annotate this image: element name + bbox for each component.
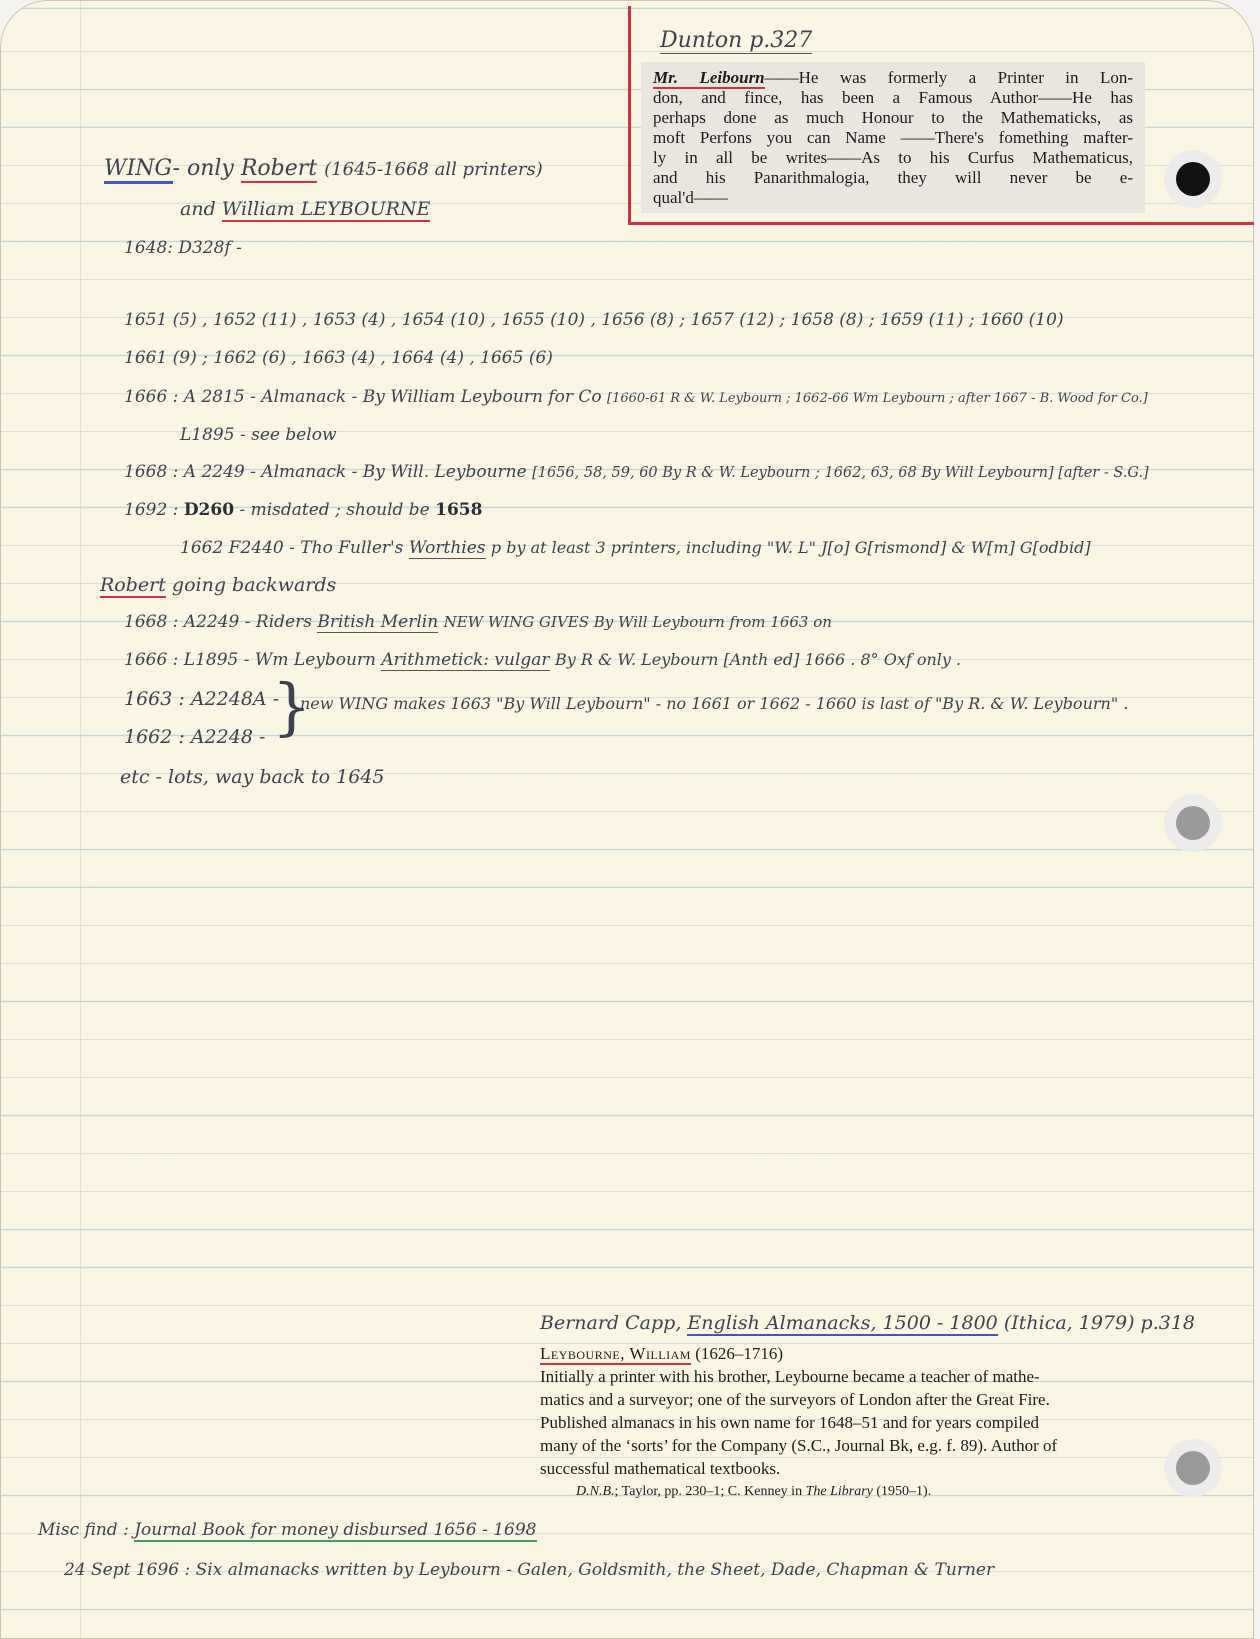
wing-line-1648: 1648: D328f - <box>124 238 242 258</box>
robert-new-wing: NEW WING GIVES By Will Leybourn from 1663 on <box>443 613 832 631</box>
capp-line: Initially a printer with his brother, Leybourne became a teacher of mathe- <box>540 1367 1040 1386</box>
robert-1668-text: 1668 : A2249 - Riders <box>124 612 312 632</box>
capp-line: Published almanacs in his own name for 1648–51 and for years compiled <box>540 1413 1040 1432</box>
wing-d260: D260 <box>183 500 235 520</box>
clipping-line: perhaps done as much Honour to the Mathematicks, as <box>653 108 1133 127</box>
wing-1692-year: 1692 : <box>124 500 179 520</box>
robert-line-1663: 1663 : A2248A - <box>124 688 280 710</box>
clipping-line: and his Panarithmalogia, they will never be e- <box>653 168 1133 187</box>
clipping-line-text: ——He was formerly a Printer in Lon- <box>764 68 1133 87</box>
robert-1666-text: 1666 : L1895 - Wm Leybourn <box>124 650 376 670</box>
clipping-line <box>653 68 1133 88</box>
margin-line <box>80 0 81 1639</box>
robert-arithmetick: Arithmetick: vulgar <box>381 650 550 670</box>
misc-1696-line: 24 Sept 1696 : Six almanacks written by Leybourn - Galen, Goldsmith, the Sheet, Dade, Chapman & Turner <box>64 1560 995 1580</box>
clipping-line: qual'd—— <box>653 188 728 207</box>
wing-line-1692 <box>124 500 482 520</box>
capp-ref-year: (1950–1). <box>876 1484 932 1499</box>
capp-name: Leybourne, William <box>540 1344 691 1363</box>
robert-line-1668 <box>124 612 832 632</box>
misc-label: Misc find : <box>38 1520 129 1540</box>
wing-line-1 <box>104 156 543 181</box>
capp-author: Bernard Capp, <box>540 1312 682 1334</box>
capp-reference <box>540 1480 1140 1503</box>
robert-name: Robert <box>240 156 318 181</box>
capp-publication: (Ithica, 1979) p.318 <box>1003 1312 1196 1334</box>
capp-title: English Almanacks, 1500 - 1800 <box>687 1312 998 1334</box>
robert-british-merlin: British Merlin <box>317 612 439 632</box>
capp-ref-library: The Library <box>805 1484 873 1499</box>
wing-misdated: - misdated ; should be <box>239 500 430 520</box>
robert-line-1666 <box>124 650 961 670</box>
robert-1666-note: By R & W. Leybourn [Anth ed] 1666 . 8° Oxf only . <box>554 650 962 669</box>
wing-dates: (1645-1668 all printers) <box>324 159 543 180</box>
wing-only: - only <box>172 156 234 181</box>
capp-line: many of the ‘sorts’ for the Company (S.C., Journal Bk, e.g. f. 89). Author of <box>540 1436 1058 1455</box>
capp-line: successful mathematical textbooks. <box>540 1459 781 1478</box>
robert-brace: } <box>272 670 312 743</box>
wing-counts-1651: 1651 (5) , 1652 (11) , 1653 (4) , 1654 (10) , 1655 (10) , 1656 (8) ; 1657 (12) ; 1658 (8) ; 1659 (11) ; 1660 (10) <box>124 310 1064 330</box>
dunton-heading-text: Dunton p.327 <box>660 28 813 53</box>
wing-counts-1661: 1661 (9) ; 1662 (6) , 1663 (4) , 1664 (4) , 1665 (6) <box>124 348 553 368</box>
punch-hole-top <box>1176 162 1210 196</box>
clipping-line: ly in all be writes——As to his Curfus Mathematicus, <box>653 148 1133 167</box>
wing-fuller: 1662 F2440 - Tho Fuller's <box>180 538 404 558</box>
wing-worthies: Worthies <box>408 538 486 558</box>
punch-hole-middle <box>1176 806 1210 840</box>
misc-journal-book: Journal Book for money disbursed 1656 - 1698 <box>134 1520 537 1540</box>
clipping-line: moft Perfons you can Name ——There's fomething mafter- <box>653 128 1133 147</box>
capp-entry <box>540 1342 1140 1503</box>
wing-line-1662 <box>180 538 1091 558</box>
dunton-clipping <box>641 62 1145 213</box>
robert-line-etc: etc - lots, way back to 1645 <box>120 766 385 788</box>
clipping-name: Mr. Leibourn <box>653 68 765 87</box>
wing-1666-text: 1666 : A 2815 - Almanack - By William Leybourn for Co <box>124 387 602 407</box>
wing-1668-text: 1668 : A 2249 - Almanack - By Will. Leybourne <box>124 462 527 482</box>
wing-1658: 1658 <box>435 500 483 520</box>
robert-heading-name: Robert <box>100 574 166 596</box>
red-frame-vertical <box>628 6 631 224</box>
capp-dates: (1626–1716) <box>695 1344 784 1363</box>
capp-line: matics and a surveyor; one of the surveyors of London after the Great Fire. <box>540 1390 1050 1409</box>
capp-name-line <box>540 1342 1140 1365</box>
robert-heading <box>100 574 336 596</box>
robert-new-wing-note: new WING makes 1663 "By Will Leybourn" - no 1661 or 1662 - 1660 is last of "By R. & W. Leybourn" . <box>300 694 1129 713</box>
punch-hole-bottom <box>1176 1451 1210 1485</box>
wing-1666-bracket: [1660-61 R & W. Leybourn ; 1662-66 Wm Leybourn ; after 1667 - B. Wood for Co.] <box>607 391 1148 406</box>
capp-ref-taylor: ; Taylor, pp. 230–1; C. Kenney in <box>614 1484 803 1499</box>
robert-heading-rest: going backwards <box>171 574 337 596</box>
wing-1668-bracket: [1656, 58, 59, 60 By R & W. Leybourn ; 1662, 63, 68 By Will Leybourn] [after - S.G.] <box>532 465 1149 481</box>
capp-ref-dnb: D.N.B. <box>576 1484 615 1499</box>
red-frame-horizontal <box>628 222 1254 225</box>
robert-line-1662: 1662 : A2248 - <box>124 726 266 748</box>
wing-line-1666 <box>124 387 1148 407</box>
wing-printers: p by at least 3 printers, including "W. L" J[o] G[rismond] & W[m] G[odbid] <box>490 538 1091 557</box>
dunton-heading <box>660 28 812 53</box>
misc-find-line <box>38 1520 537 1540</box>
wing-line-1668 <box>124 462 1149 482</box>
wing-and: and <box>180 198 216 220</box>
william-name: William LEYBOURNE <box>221 198 431 220</box>
capp-heading <box>540 1312 1195 1334</box>
wing-line-2 <box>180 198 430 220</box>
wing-line-l1895: L1895 - see below <box>180 425 337 445</box>
wing-label: WING <box>104 156 173 184</box>
clipping-line: don, and fince, has been a Famous Author——He has <box>653 88 1133 107</box>
